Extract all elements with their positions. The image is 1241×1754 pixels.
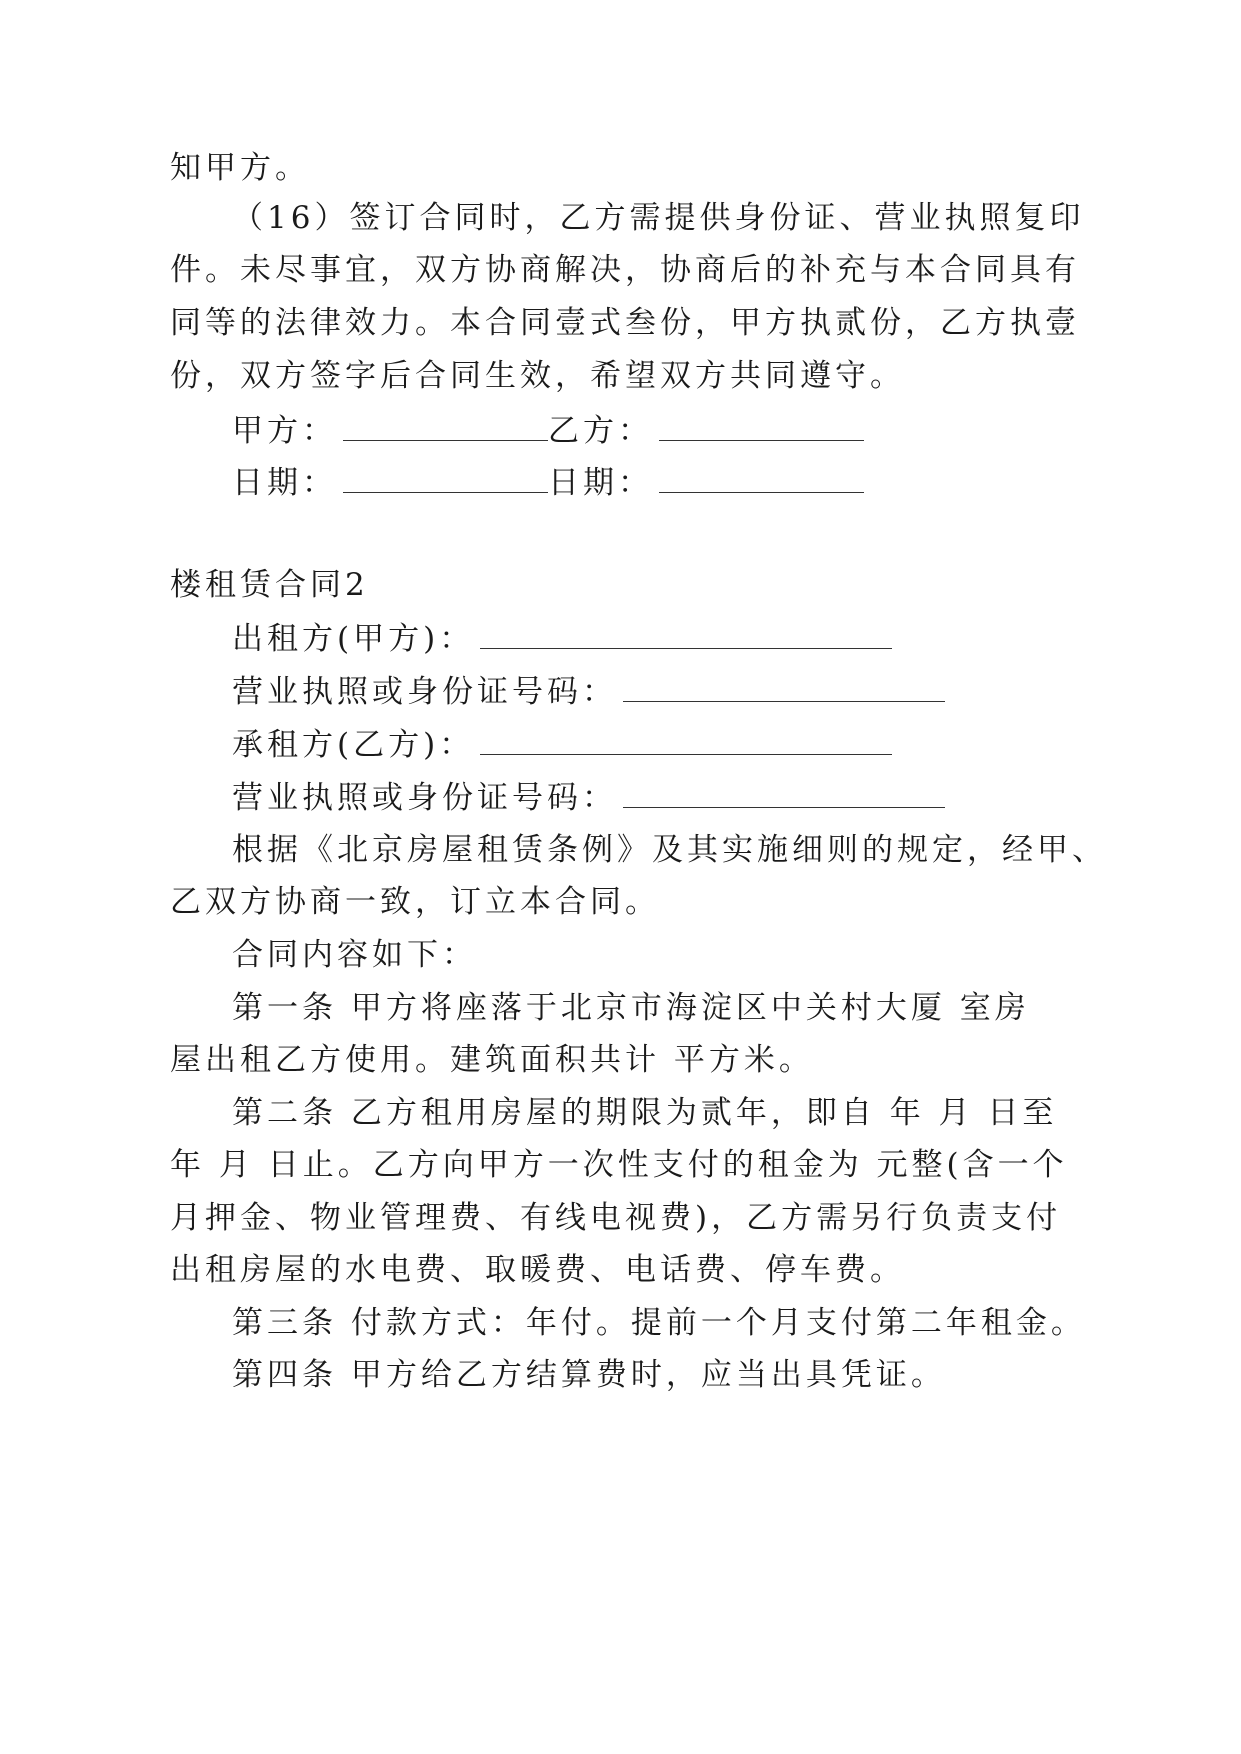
lessor-id-blank [623,671,945,702]
basis-line-1: 根据《北京房屋租赁条例》及其实施细则的规定，经甲、 [232,832,1107,868]
article-2-line-3: 月押金、物业管理费、有线电视费)，乙方需另行负责支付 [170,1200,1062,1236]
lessee-row [232,724,892,765]
article-2-line-1: 第二条 乙方租用房屋的期限为贰年，即自 年 月 日至 [232,1095,1058,1131]
article-4: 第四条 甲方给乙方结算费时，应当出具凭证。 [232,1357,946,1393]
party-a-signature-blank [343,410,548,441]
clause-16-line-1: （16）签订合同时，乙方需提供身份证、营业执照复印 [232,200,1085,236]
article-2-line-4: 出租房屋的水电费、取暖费、电话费、停车费。 [170,1252,905,1288]
article-1-line-2: 屋出租乙方使用。建筑面积共计 平方米。 [170,1042,814,1078]
contract-2-title: 楼租赁合同2 [170,567,369,603]
lessee-label: 承租方(乙方)： [232,727,475,763]
party-b-signature-blank [659,410,864,441]
date-b-label: 日期： [548,465,653,501]
basis-line-2: 乙双方协商一致，订立本合同。 [170,884,660,920]
lessor-label: 出租方(甲方)： [232,621,475,657]
party-b-label: 乙方： [548,413,653,449]
lessor-id-row [232,671,945,712]
clause-16-line-2: 件。未尽事宜，双方协商解决，协商后的补充与本合同具有 [170,252,1080,288]
paragraph-line: 知甲方。 [170,150,310,186]
lessor-row [232,618,892,659]
clause-16-line-4: 份，双方签字后合同生效，希望双方共同遵守。 [170,358,905,394]
clause-16-line-3: 同等的法律效力。本合同壹式叁份，甲方执贰份，乙方执壹 [170,305,1080,341]
signature-row-dates [232,462,864,503]
lessee-id-row [232,777,945,818]
article-3: 第三条 付款方式：年付。提前一个月支付第二年租金。 [232,1305,1086,1341]
lessor-blank [480,618,892,649]
date-a-label: 日期： [232,465,337,501]
date-a-blank [343,462,548,493]
date-b-blank [659,462,864,493]
lessor-id-label: 营业执照或身份证号码： [232,674,617,710]
party-a-label: 甲方： [232,413,337,449]
lessee-id-label: 营业执照或身份证号码： [232,780,617,816]
article-2-line-2: 年 月 日止。乙方向甲方一次性支付的租金为 元整(含一个 [170,1147,1068,1183]
signature-row-parties [232,410,864,451]
lessee-id-blank [623,777,945,808]
article-1-line-1: 第一条 甲方将座落于北京市海淀区中关村大厦 室房 [232,990,1030,1026]
content-intro: 合同内容如下： [232,937,477,973]
lessee-blank [480,724,892,755]
